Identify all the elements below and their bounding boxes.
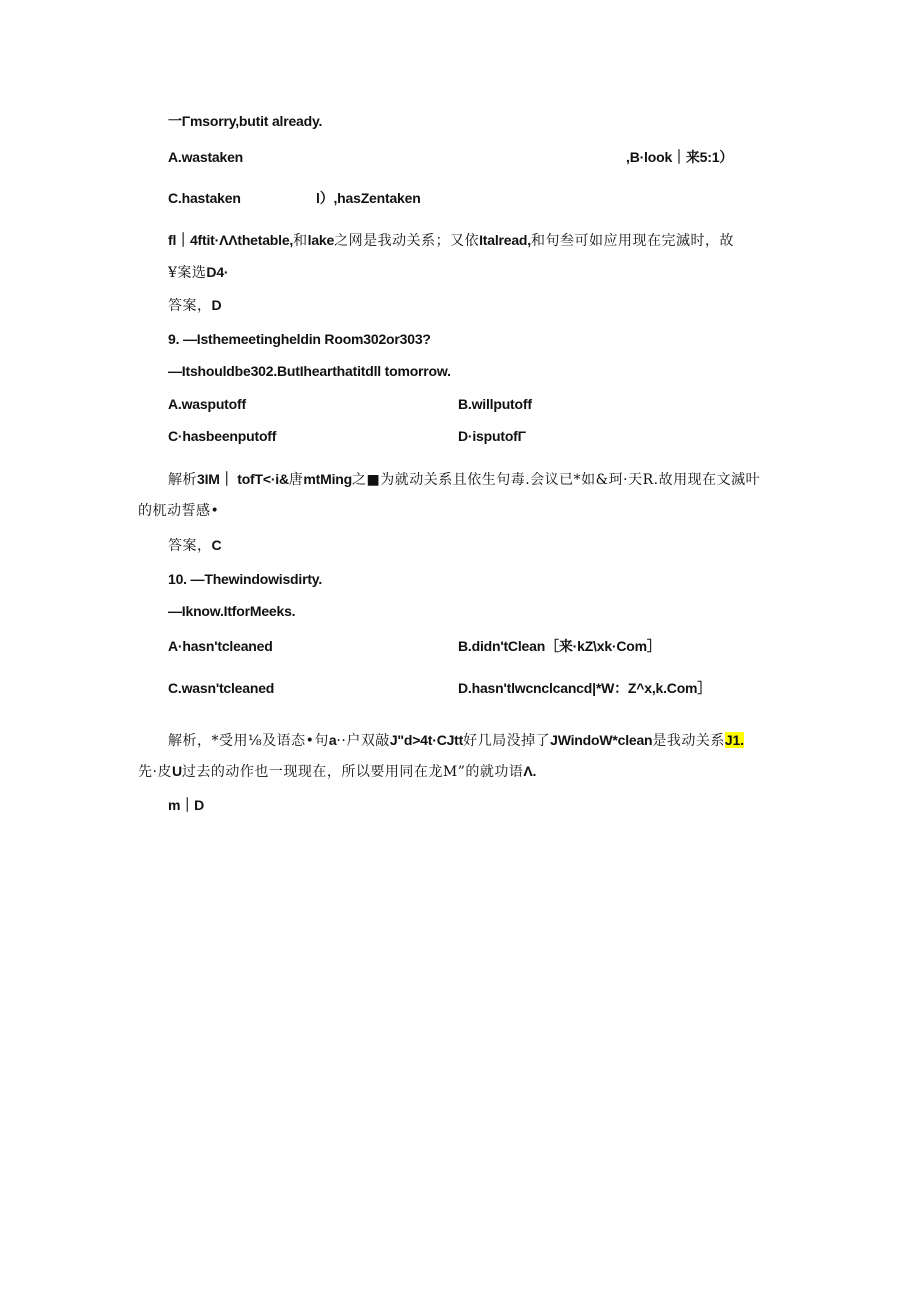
q9-explanation-line-2: 的杌动誓感• (138, 503, 220, 519)
q10-expl-frag: 解析，*受用⅛及语态•句 (168, 733, 329, 749)
q9-expl-frag: 之■为就动关系且依生句毒.会议已*如&珂·天R.故用现在文滅叶 (351, 472, 761, 488)
q10-expl-frag: ··户双敲 (336, 733, 390, 749)
q8-option-a: A.wastaken (168, 149, 244, 165)
q10-answer (168, 796, 204, 815)
q10-expl-frag: 先·皮 (138, 764, 172, 780)
q8-options-row-2 (168, 189, 421, 207)
q9-expl-frag: 解析 (168, 472, 197, 488)
q8-expl-frag: D4· (206, 264, 229, 280)
q8-expl-frag: lake (307, 232, 335, 248)
q10-expl-frag: 过去的动作也一现现在，所以要用同在龙M”的就功语 (181, 764, 524, 780)
q8-expl-frag: 之网是我动关系；又依 (334, 233, 480, 249)
q8-expl-frag: ¥案选 (168, 265, 207, 281)
q8-expl-frag: 4ftit·ΛΛthetable, (189, 232, 294, 248)
q9-reply: —Itshouldbe302.ButIhearthatitdll tomorrow. (168, 363, 451, 379)
q10-options-row-2 (168, 679, 712, 697)
q10-options-row-1 (168, 637, 661, 655)
q9-options-row-2 (168, 427, 526, 445)
q8-explanation-line-1 (168, 231, 734, 250)
q10-option-c: C.wasn'tcleaned (168, 680, 275, 696)
q10-expl-frag: a (328, 732, 337, 748)
q9-option-b: B.willputoff (458, 396, 532, 412)
q8-option-d: l）,hasZentaken (316, 190, 421, 206)
q10-expl-frag: 是我动关系 (652, 733, 725, 749)
q8-expl-frag: 和句叁可如应用现在完滅时，故 (530, 233, 734, 249)
q9-option-a: A.wasputoff (168, 396, 246, 412)
q8-explanation-line-2 (168, 263, 228, 282)
answer-label: 答案， (168, 298, 212, 314)
q8-option-c: C.hastaken (168, 190, 241, 206)
q10-reply: —Iknow.ItforMeeks. (168, 603, 296, 619)
q8-expl-frag: fl｜ (168, 232, 190, 248)
q10-option-a: A·hasn'tcleaned (168, 638, 273, 654)
q10-stem: 10. —Thewindowisdirty. (168, 571, 323, 587)
answer-label: 答案， (168, 538, 212, 554)
q10-expl-frag: J"d>4t·CJtt (389, 732, 464, 748)
q8-expl-frag: Italread, (479, 232, 531, 248)
q9-explanation-line-1 (168, 470, 760, 489)
q9-options-row-1 (168, 395, 532, 413)
q10-expl-frag: Λ. (523, 763, 537, 779)
q10-option-d: D.hasn'tlwcnclcancd|*W：Z^x,k.Com］ (458, 680, 712, 696)
q9-expl-frag: mtMing (303, 471, 352, 487)
q10-expl-frag: JWindoW*clean (550, 732, 653, 748)
q9-expl-frag: 唐 (288, 472, 304, 488)
answer-value: D (194, 797, 204, 813)
q9-option-d: D·isputofΓ (458, 428, 526, 444)
q9-stem: 9. —Isthemeetingheldin Room302or303? (168, 331, 431, 347)
answer-value: C (211, 537, 222, 553)
answer-value: D (211, 297, 222, 313)
q8-option-b: ,B·look｜来5:1） (626, 149, 734, 165)
q8-stem: 一Γmsorry,butit already. (168, 113, 323, 129)
q10-expl-frag: U (171, 763, 182, 779)
q8-answer (168, 296, 221, 315)
highlighted-text: J1. (724, 732, 744, 748)
q10-option-b: B.didn'tClean［来·kZ\xk·Com］ (458, 638, 661, 654)
q10-explanation-line-2 (138, 762, 536, 781)
q10-expl-frag: 好几局没掉了 (463, 733, 551, 749)
q9-expl-frag: 3IM｜ tofT<·i& (197, 471, 289, 487)
answer-label: m｜ (168, 797, 195, 813)
q8-options-row-1 (168, 148, 734, 166)
q8-expl-frag: 和 (293, 233, 308, 249)
q10-explanation-line-1 (168, 731, 744, 750)
q9-answer (168, 536, 221, 555)
q9-option-c: C·hasbeenputoff (168, 428, 277, 444)
